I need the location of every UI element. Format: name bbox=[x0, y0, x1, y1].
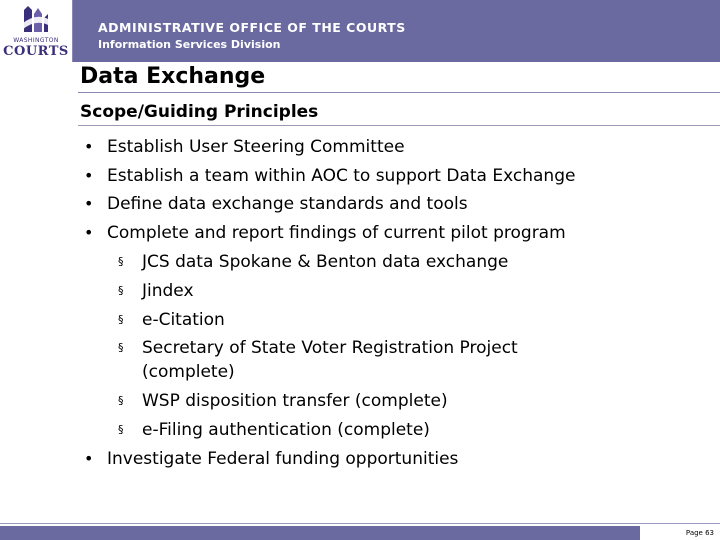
title-divider bbox=[78, 92, 720, 93]
sub-bullet-icon: § bbox=[118, 423, 124, 436]
org-subtitle: Information Services Division bbox=[98, 38, 281, 51]
courts-logo bbox=[0, 0, 73, 62]
sub-bullet-icon: § bbox=[118, 341, 124, 354]
section-subtitle: Scope/Guiding Principles bbox=[80, 102, 319, 122]
logo-main-text: COURTS bbox=[3, 44, 69, 59]
sub-list-item: e-Filing authentication (complete) bbox=[142, 420, 430, 440]
logo-top-text: WASHINGTON bbox=[13, 37, 59, 44]
list-item: Investigate Federal funding opportunities bbox=[107, 449, 459, 469]
bullet-dot-icon: • bbox=[84, 166, 94, 185]
list-item: Establish User Steering Committee bbox=[107, 137, 405, 157]
sub-list-item: Secretary of State Voter Registration Project bbox=[142, 338, 518, 358]
footer-divider bbox=[0, 523, 720, 524]
org-title: ADMINISTRATIVE OFFICE OF THE COURTS bbox=[98, 20, 406, 35]
bullet-dot-icon: • bbox=[84, 449, 94, 468]
sub-bullet-icon: § bbox=[118, 313, 124, 326]
sub-list-item: Jindex bbox=[142, 281, 194, 301]
title-area bbox=[78, 64, 720, 90]
sub-list-item-continuation: (complete) bbox=[142, 362, 235, 382]
capitol-emblem-icon bbox=[22, 4, 50, 34]
list-item: Establish a team within AOC to support Data Exchange bbox=[107, 166, 576, 186]
list-item: Complete and report findings of current pilot program bbox=[107, 223, 566, 243]
subtitle-divider bbox=[78, 125, 720, 126]
page-number: Page 63 bbox=[685, 529, 714, 537]
sub-bullet-icon: § bbox=[118, 394, 124, 407]
bullet-dot-icon: • bbox=[84, 194, 94, 213]
bullet-dot-icon: • bbox=[84, 223, 94, 242]
bullet-dot-icon: • bbox=[84, 137, 94, 156]
list-item: Define data exchange standards and tools bbox=[107, 194, 468, 214]
page-title: Data Exchange bbox=[80, 64, 266, 89]
sub-list-item: JCS data Spokane & Benton data exchange bbox=[142, 252, 509, 272]
footer-bar bbox=[0, 526, 720, 540]
sub-list-item: WSP disposition transfer (complete) bbox=[142, 391, 448, 411]
sub-list-item: e-Citation bbox=[142, 310, 225, 330]
sub-bullet-icon: § bbox=[118, 255, 124, 268]
sub-bullet-icon: § bbox=[118, 284, 124, 297]
